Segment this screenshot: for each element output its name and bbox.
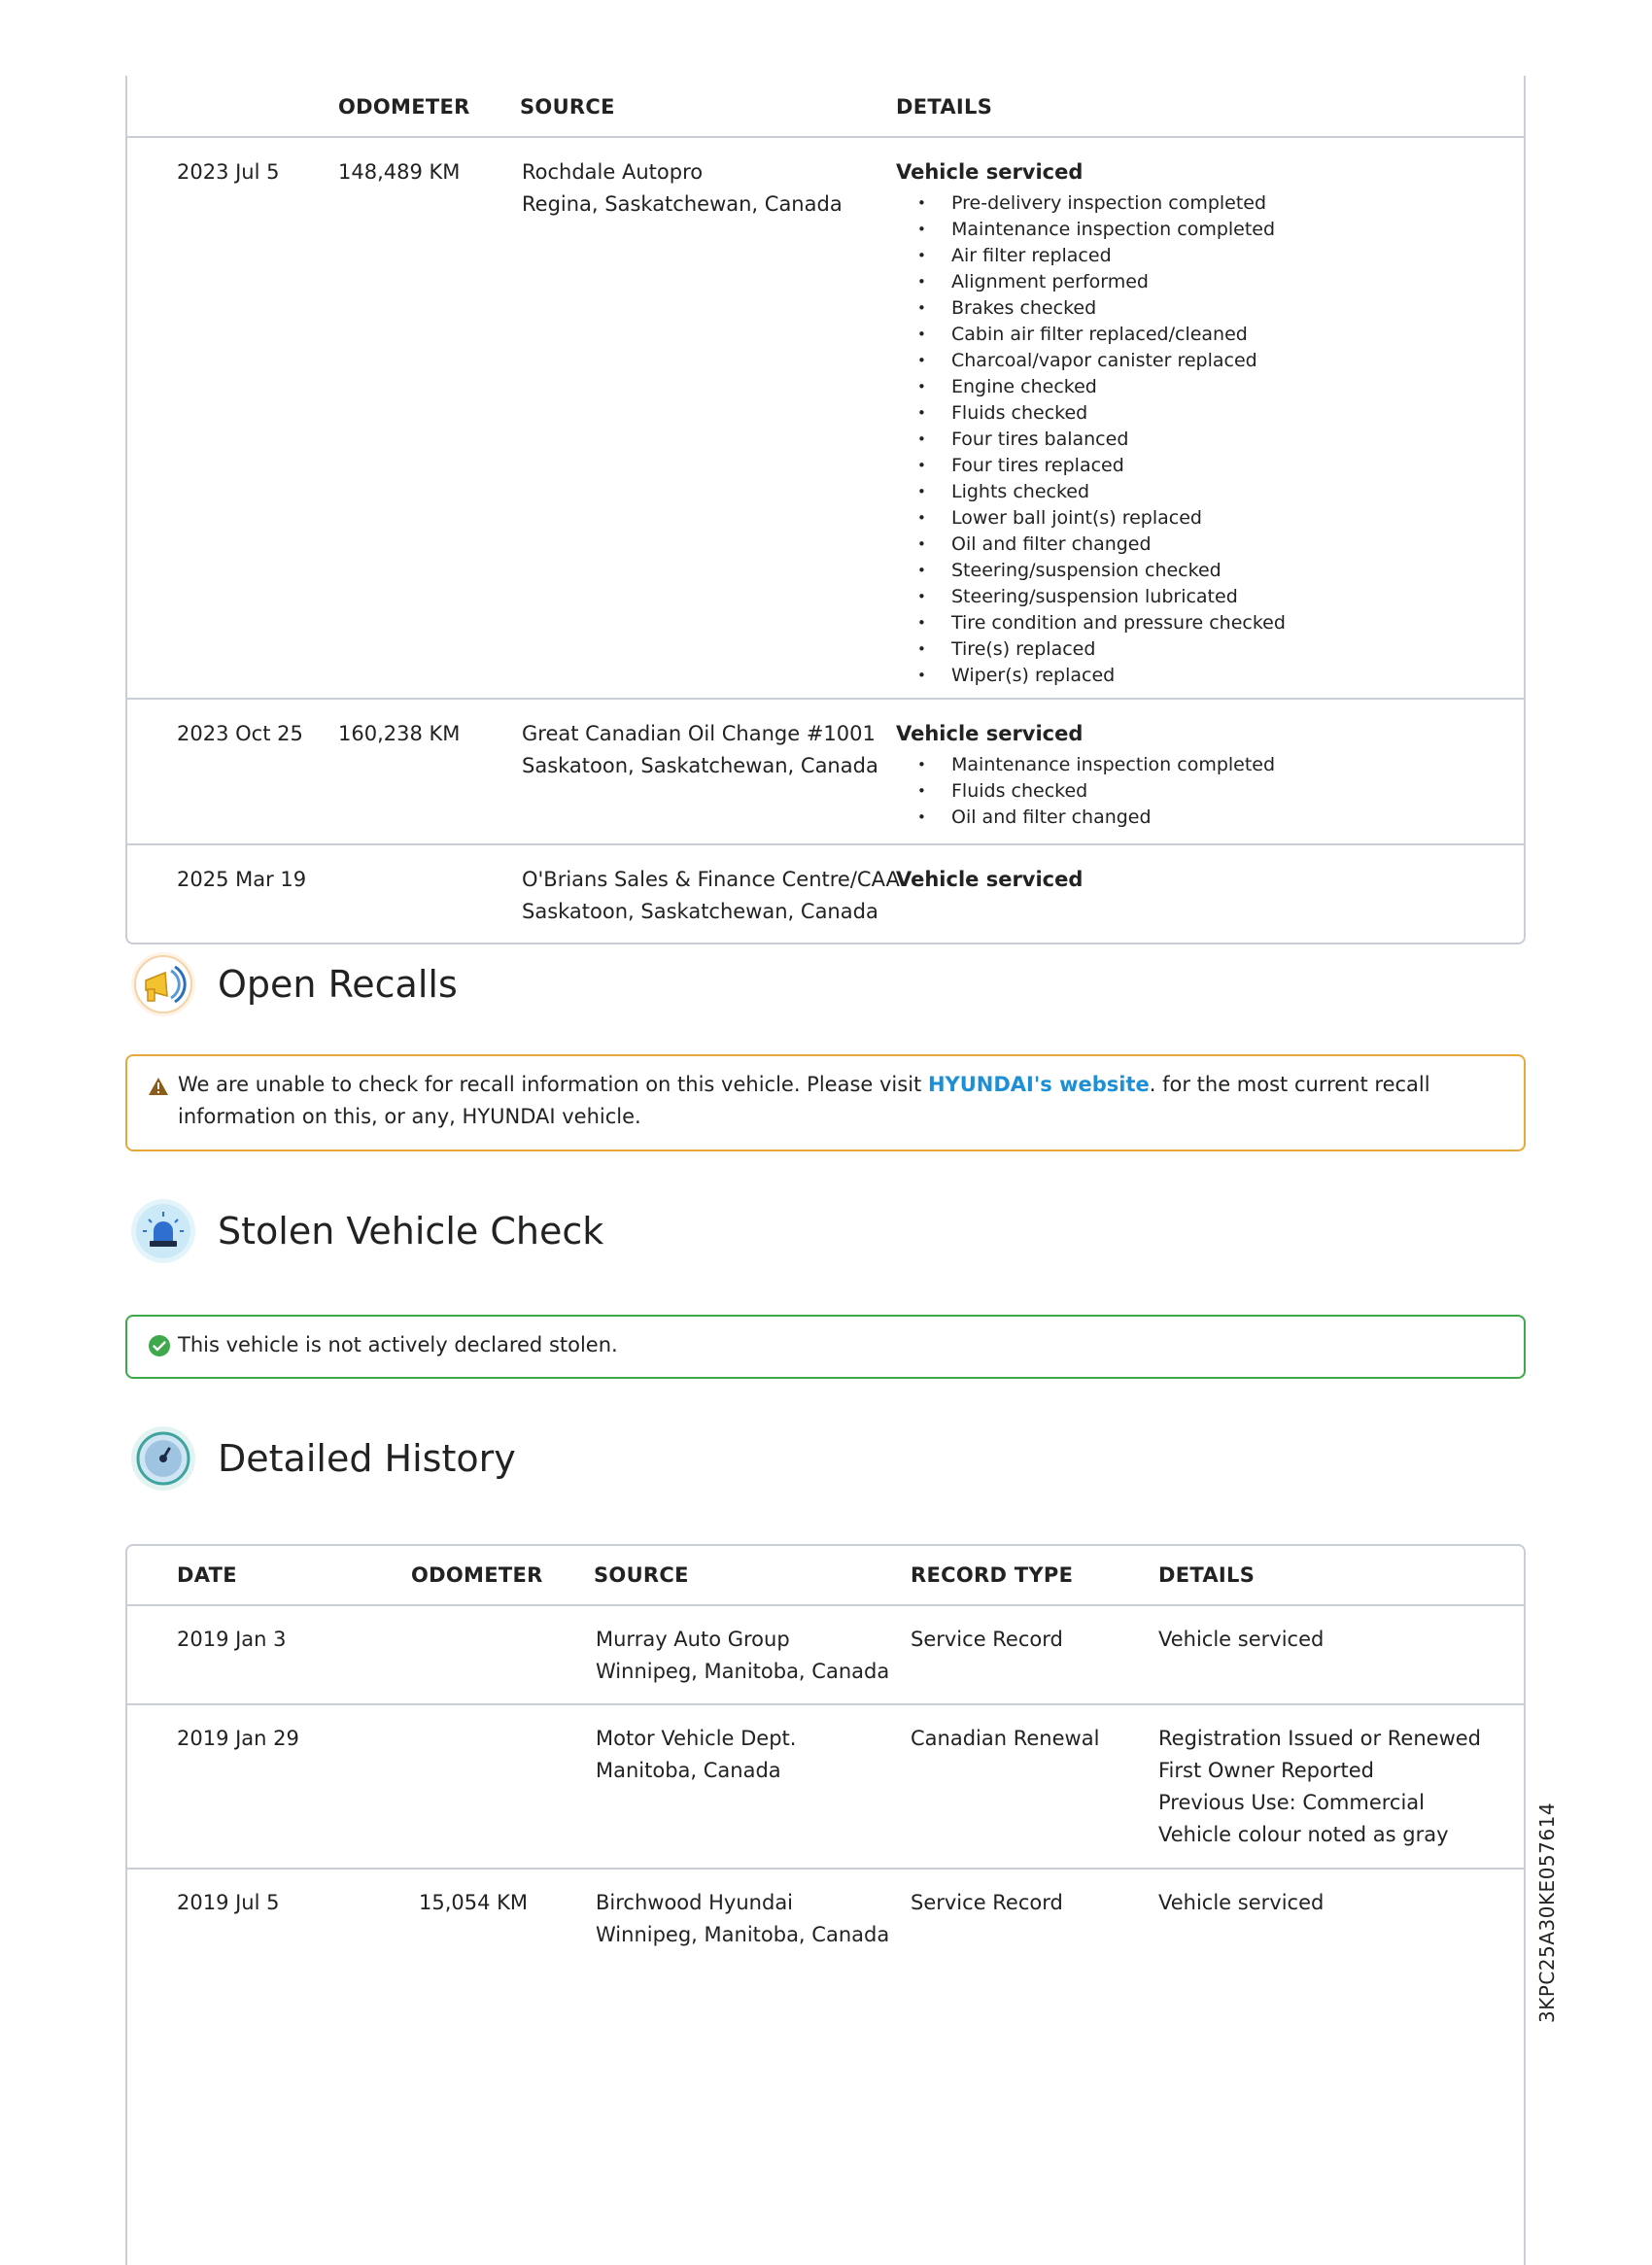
service-item: • Maintenance inspection completed — [896, 752, 1275, 778]
recall-warning-alert — [125, 1054, 1526, 1151]
row-date: 2023 Jul 5 — [177, 160, 280, 184]
table-header — [127, 1546, 1524, 1606]
megaphone-icon — [130, 951, 196, 1017]
service-item: • Oil and filter changed — [896, 532, 1286, 558]
row-odometer: 160,238 KM — [338, 722, 461, 745]
open-recalls-title: Open Recalls — [218, 963, 458, 1006]
header-date: DATE — [177, 1563, 237, 1587]
source-name: Birchwood Hyundai — [596, 1891, 794, 1914]
row-record-type: Canadian Renewal — [911, 1727, 1100, 1750]
hyundai-website-link[interactable]: HYUNDAI's website — [927, 1073, 1150, 1096]
service-item: • Lower ball joint(s) replaced — [896, 505, 1286, 532]
service-item: • Pre-delivery inspection completed — [896, 190, 1286, 217]
source-location: Manitoba, Canada — [596, 1759, 781, 1782]
row-source — [596, 1887, 889, 1951]
source-name: Great Canadian Oil Change #1001 — [522, 722, 876, 745]
table-row — [127, 1870, 1524, 1967]
siren-icon — [130, 1198, 196, 1264]
table-header — [127, 76, 1524, 138]
row-record-type: Service Record — [911, 1628, 1063, 1651]
table-row — [127, 1705, 1524, 1870]
row-date: 2019 Jul 5 — [177, 1891, 280, 1914]
stolen-check-heading — [130, 1196, 603, 1266]
header-source: SOURCE — [594, 1563, 689, 1587]
service-item: • Steering/suspension checked — [896, 558, 1286, 584]
row-source — [522, 864, 900, 928]
header-details: DETAILS — [1158, 1563, 1256, 1587]
stolen-status-alert — [125, 1315, 1526, 1379]
source-name: Motor Vehicle Dept. — [596, 1727, 797, 1750]
source-location: Winnipeg, Manitoba, Canada — [596, 1660, 890, 1683]
detailed-history-title: Detailed History — [218, 1437, 516, 1480]
detail-line: First Owner Reported — [1158, 1759, 1374, 1782]
service-items-list — [896, 190, 1286, 689]
row-details — [1158, 1624, 1324, 1656]
service-item: • Wiper(s) replaced — [896, 663, 1286, 689]
source-location: Saskatoon, Saskatchewan, Canada — [522, 754, 878, 777]
details-title: Vehicle serviced — [896, 722, 1084, 745]
detail-line: Registration Issued or Renewed — [1158, 1727, 1482, 1750]
detail-line: Vehicle serviced — [1158, 1891, 1325, 1914]
row-source — [522, 156, 843, 221]
recall-message-before: We are unable to check for recall information on this vehicle. Please visit — [178, 1073, 928, 1096]
row-source — [522, 718, 878, 782]
service-item: • Engine checked — [896, 374, 1286, 400]
row-details — [896, 156, 1286, 689]
service-item: • Cabin air filter replaced/cleaned — [896, 322, 1286, 348]
warning-icon — [148, 1077, 169, 1100]
service-item: • Alignment performed — [896, 269, 1286, 295]
source-name: Murray Auto Group — [596, 1628, 790, 1651]
odometer-icon — [130, 1425, 196, 1492]
stolen-check-title: Stolen Vehicle Check — [218, 1210, 604, 1253]
details-title: Vehicle serviced — [896, 160, 1084, 184]
source-location: Regina, Saskatchewan, Canada — [522, 192, 843, 216]
table-row — [127, 700, 1524, 845]
header-source: SOURCE — [520, 95, 615, 119]
row-odometer: 148,489 KM — [338, 160, 461, 184]
open-recalls-heading — [130, 949, 458, 1019]
header-record-type: RECORD TYPE — [911, 1563, 1074, 1587]
service-item: • Four tires balanced — [896, 427, 1286, 453]
detail-line: Previous Use: Commercial — [1158, 1791, 1426, 1814]
service-item: • Air filter replaced — [896, 243, 1286, 269]
service-item: • Fluids checked — [896, 778, 1275, 805]
header-odometer: ODOMETER — [411, 1563, 543, 1587]
detailed-history-heading — [130, 1424, 516, 1493]
recall-message-after: . for the most current recall information on this, or any, HYUNDAI vehicle. — [178, 1073, 1430, 1128]
service-item: • Steering/suspension lubricated — [896, 584, 1286, 610]
row-date: 2023 Oct 25 — [177, 722, 303, 745]
service-item: • Lights checked — [896, 479, 1286, 505]
row-details — [1158, 1887, 1324, 1919]
service-item: • Four tires replaced — [896, 453, 1286, 479]
detail-line: Vehicle serviced — [1158, 1628, 1325, 1651]
service-item: • Charcoal/vapor canister replaced — [896, 348, 1286, 374]
service-item: • Maintenance inspection completed — [896, 217, 1286, 243]
service-item: • Brakes checked — [896, 295, 1286, 322]
table-row — [127, 845, 1524, 943]
header-details: DETAILS — [896, 95, 993, 119]
table-row — [127, 138, 1524, 700]
table-row — [127, 1606, 1524, 1705]
vin-side-label: 3KPC25A30KE057614 — [1535, 1802, 1559, 2023]
header-odometer: ODOMETER — [338, 95, 470, 119]
recall-message — [178, 1069, 1485, 1133]
check-circle-icon — [148, 1334, 171, 1361]
details-title: Vehicle serviced — [896, 868, 1084, 891]
row-date: 2019 Jan 29 — [177, 1727, 299, 1750]
row-source — [596, 1624, 889, 1688]
stolen-message: This vehicle is not actively declared stolen. — [178, 1333, 618, 1356]
source-location: Winnipeg, Manitoba, Canada — [596, 1923, 890, 1946]
row-date: 2025 Mar 19 — [177, 868, 307, 891]
row-date: 2019 Jan 3 — [177, 1628, 287, 1651]
row-source — [596, 1723, 796, 1787]
service-item: • Tire condition and pressure checked — [896, 610, 1286, 636]
row-record-type: Service Record — [911, 1891, 1063, 1914]
source-location: Saskatoon, Saskatchewan, Canada — [522, 900, 878, 923]
row-odometer: 15,054 KM — [419, 1891, 529, 1914]
source-name: Rochdale Autopro — [522, 160, 704, 184]
source-name: O'Brians Sales & Finance Centre/CAA — [522, 868, 900, 891]
row-details — [1158, 1723, 1481, 1851]
service-item: • Tire(s) replaced — [896, 636, 1286, 663]
service-item: • Oil and filter changed — [896, 805, 1275, 831]
row-details — [896, 718, 1275, 831]
service-history-table — [125, 76, 1526, 944]
detail-line: Vehicle colour noted as gray — [1158, 1823, 1449, 1846]
detailed-history-table — [125, 1544, 1526, 2265]
row-details — [896, 864, 1083, 896]
service-items-list — [896, 752, 1275, 831]
service-item: • Fluids checked — [896, 400, 1286, 427]
